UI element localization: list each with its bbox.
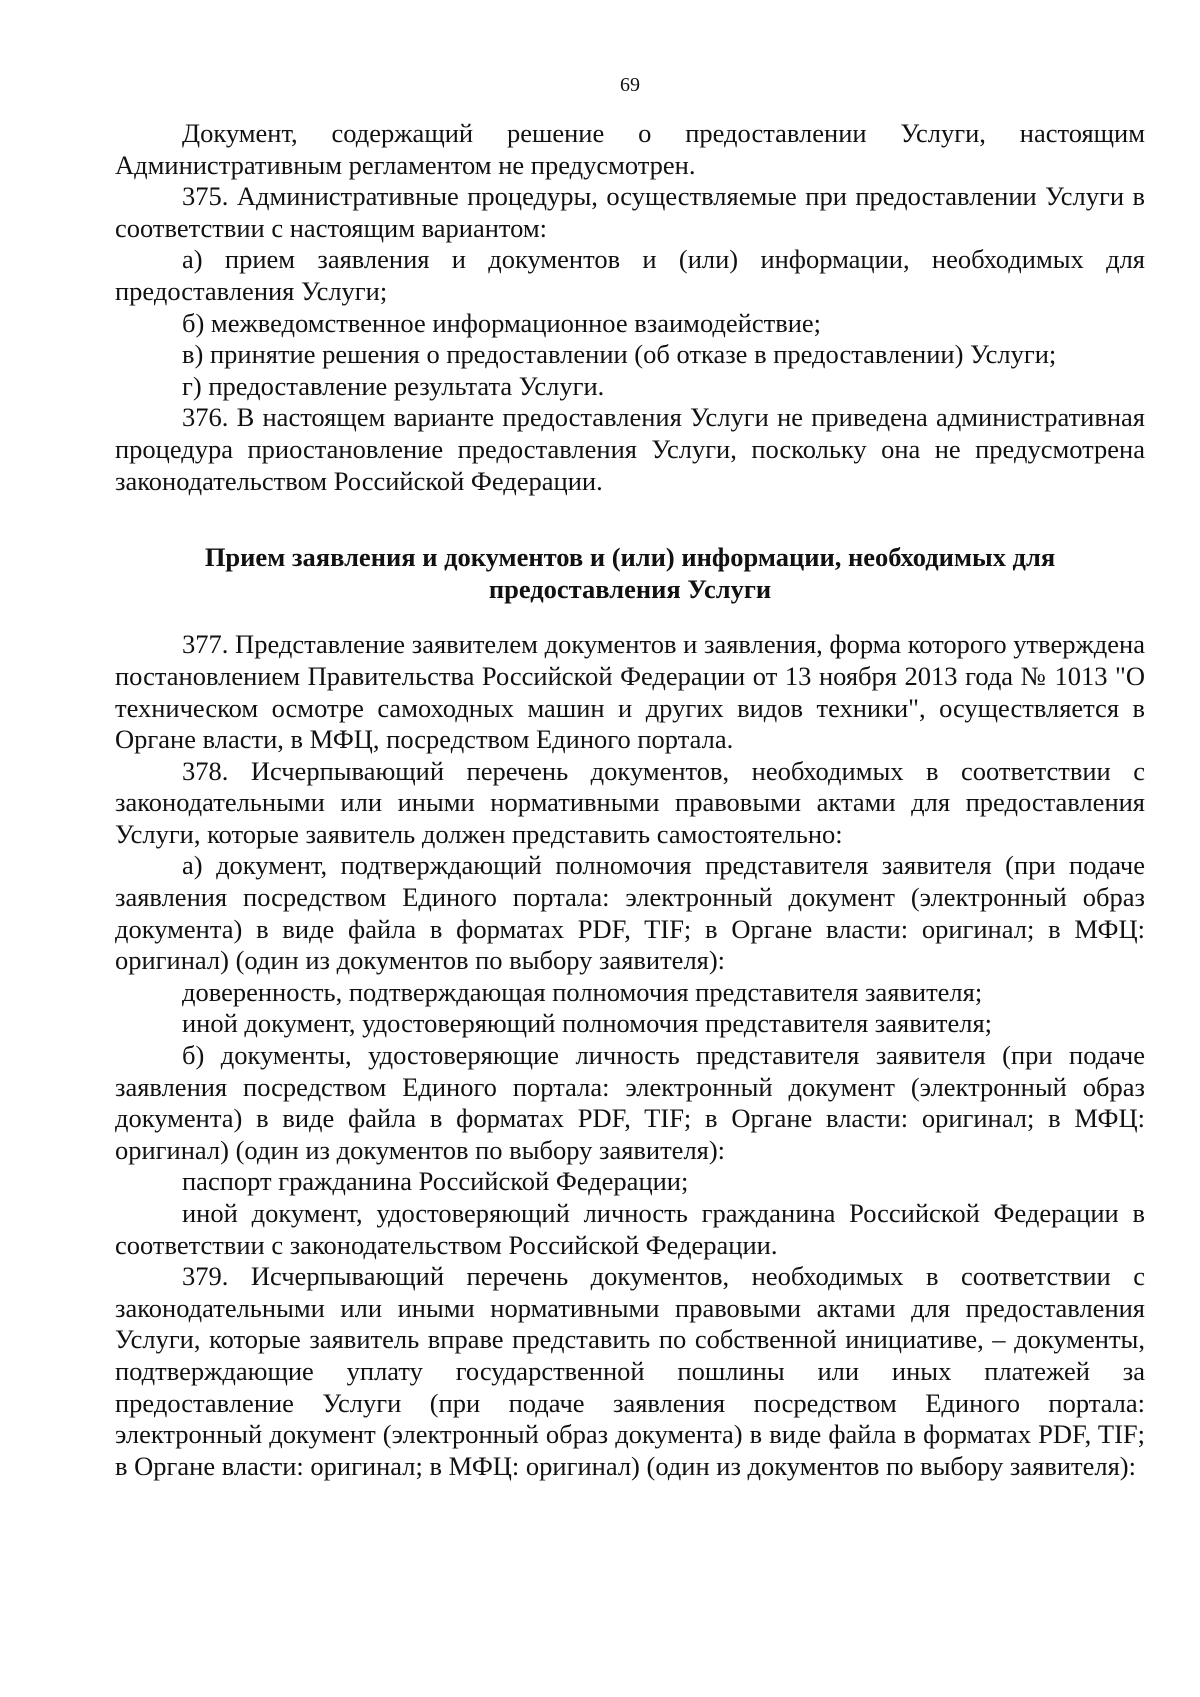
list-item-other-identity-document: иной документ, удостоверяющий личность гражданина Российской Федерации в соответствии с законодательством Российской Федерации. — [115, 1198, 1145, 1260]
list-item-passport: паспорт гражданина Российской Федерации; — [182, 1166, 689, 1197]
list-item-378-a: а) документ, подтверждающий полномочия представителя заявителя (при подаче заявления посредством Единого портала: электронный документ (электронный образ документа) в виде файла в форматах PDF, TIF; в Органе власти: оригинал; в МФЦ: оригинал) (один из документов по выбору заявителя): — [115, 850, 1145, 976]
paragraph-377: 377. Представление заявителем документов и заявления, форма которого утверждена постановлением Правительства Российской Федерации от 13 ноября 2013 года № 1013 "О техническом осмотре самоходных машин и других видов техники", осуществляется в Органе власти, в МФЦ, посредством Единого портала. — [115, 629, 1145, 755]
paragraph-375: 375. Административные процедуры, осуществляемые при предоставлении Услуги в соответствии с настоящим вариантом: — [115, 181, 1145, 243]
list-item-other-authority-document: иной документ, удостоверяющий полномочия представителя заявителя; — [182, 1008, 993, 1039]
document-body — [115, 118, 1145, 1482]
list-item-375-b: б) межведомственное информационное взаимодействие; — [182, 307, 822, 338]
list-item-375-a: а) прием заявления и документов и (или) информации, необходимых для предоставления Услуги; — [115, 244, 1145, 306]
paragraph-result-document: Документ, содержащий решение о предоставлении Услуги, настоящим Административным регламентом не предусмотрен. — [115, 118, 1145, 180]
paragraph-379: 379. Исчерпывающий перечень документов, необходимых в соответствии с законодательными или иными нормативными правовыми актами для предоставления Услуги, которые заявитель вправе представить по собственной инициативе, – документы, подтверждающие уплату государственной пошлины или иных платежей за предоставление Услуги (при подаче заявления посредством Единого портала: электронный документ (электронный образ документа) в виде файла в форматах PDF, TIF; в Органе власти: оригинал; в МФЦ: оригинал) (один из документов по выбору заявителя): — [115, 1261, 1145, 1481]
page-number: 69 — [620, 74, 640, 96]
list-item-power-of-attorney: доверенность, подтверждающая полномочия представителя заявителя; — [182, 976, 983, 1007]
section-heading: Прием заявления и документов и (или) информации, необходимых для предоставления Услуги — [204, 542, 1056, 604]
paragraph-378: 378. Исчерпывающий перечень документов, необходимых в соответствии с законодательными или иными нормативными правовыми актами для предоставления Услуги, которые заявитель должен представить самостоятельно: — [115, 755, 1145, 849]
list-item-375-v: в) принятие решения о предоставлении (об отказе в предоставлении) Услуги; — [182, 339, 1057, 370]
list-item-375-g: г) предоставление результата Услуги. — [182, 370, 605, 401]
paragraph-376: 376. В настоящем варианте предоставления Услуги не приведена административная процедура приостановление предоставления Услуги, поскольку она не предусмотрена законодательством Российской Федерации. — [115, 402, 1145, 496]
list-item-378-b: б) документы, удостоверяющие личность представителя заявителя (при подаче заявления посредством Единого портала: электронный документ (электронный образ документа) в виде файла в форматах PDF, TIF; в Органе власти: оригинал; в МФЦ: оригинал) (один из документов по выбору заявителя): — [115, 1040, 1145, 1165]
